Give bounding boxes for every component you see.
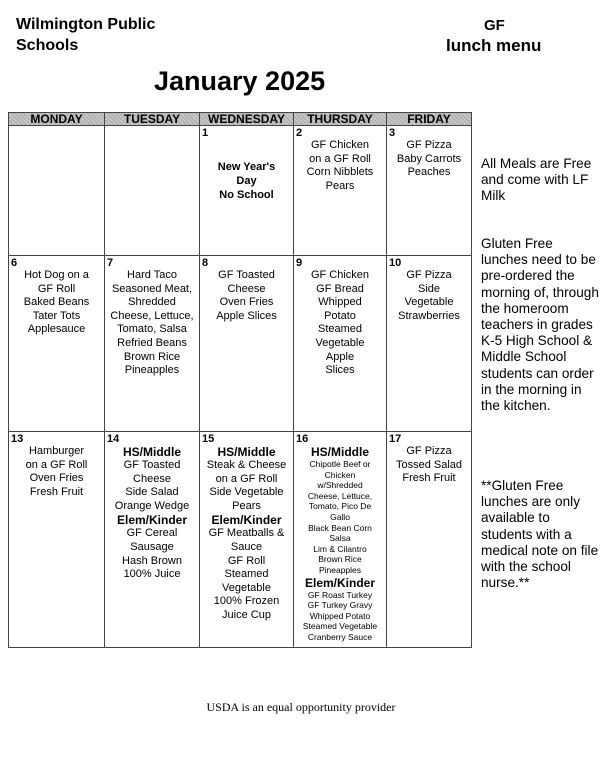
menu-item: Apple bbox=[325, 350, 355, 363]
menu-item: Hamburger bbox=[28, 445, 85, 457]
section-heading-hs: HS/Middle bbox=[217, 445, 276, 459]
menu-item: Shredded bbox=[128, 296, 176, 309]
day-cell-6 bbox=[9, 256, 105, 432]
menu-item: GF Meatballs & bbox=[208, 527, 285, 540]
menu-item: Pineapples bbox=[124, 364, 180, 377]
day-cell-9 bbox=[294, 256, 387, 432]
menu-item: GF Pizza bbox=[406, 139, 452, 151]
menu-item: Cheese bbox=[133, 472, 171, 485]
menu-item: Orange Wedge bbox=[114, 499, 190, 512]
day-cell-16 bbox=[294, 432, 387, 648]
week-row-1 bbox=[9, 126, 472, 256]
sidebar-note-preorder: Gluten Free lunches need to be pre-ordered the morning of, through the homeroom teachers in grades K-5 High School & Middle School students can order in the morning in the kitchen. bbox=[481, 236, 599, 414]
menu-items bbox=[11, 445, 102, 499]
elem-items bbox=[202, 527, 291, 622]
menu-item: Side Vegetable bbox=[209, 486, 284, 499]
day-number: 17 bbox=[389, 433, 402, 445]
day-cell-8 bbox=[200, 256, 294, 432]
school-name: Wilmington Public Schools bbox=[16, 16, 156, 54]
day-cell-1 bbox=[200, 126, 294, 256]
gf-tag: GF bbox=[484, 17, 505, 34]
day-number: 14 bbox=[107, 433, 120, 445]
menu-item: Sauce bbox=[230, 540, 263, 553]
menu-item: Corn Nibblets bbox=[306, 166, 374, 179]
section-heading-hs: HS/Middle bbox=[310, 445, 369, 459]
menu-item: Gallo bbox=[330, 511, 350, 522]
section-heading-elem: Elem/Kinder bbox=[304, 575, 376, 590]
menu-item: Vegetable bbox=[404, 296, 454, 309]
menu-item: Salsa bbox=[329, 533, 351, 544]
menu-item: Applesauce bbox=[27, 323, 86, 336]
day-number: 1 bbox=[202, 127, 209, 139]
menu-items bbox=[296, 269, 384, 378]
day-cell-2 bbox=[294, 126, 387, 256]
menu-item: 100% Frozen bbox=[213, 595, 280, 608]
day-number: 9 bbox=[296, 257, 303, 269]
menu-item: Chicken bbox=[324, 469, 356, 480]
menu-item: Hard Taco bbox=[127, 269, 177, 281]
menu-item: on a GF Roll bbox=[309, 152, 371, 165]
menu-item: Steamed Vegetable bbox=[302, 621, 378, 632]
menu-item: Brown Rice bbox=[123, 350, 181, 363]
month-title: January 2025 bbox=[154, 66, 326, 96]
menu-item: Cheese bbox=[227, 282, 266, 295]
weekday-tuesday: TUESDAY bbox=[105, 113, 200, 126]
menu-item: GF Toasted bbox=[218, 269, 275, 281]
weekday-header-row bbox=[9, 113, 472, 126]
holiday-line: New Year's bbox=[217, 161, 276, 173]
menu-item: GF Toasted bbox=[123, 459, 181, 471]
menu-item: Oven Fries bbox=[29, 472, 84, 485]
day-number: 10 bbox=[389, 257, 402, 269]
menu-items bbox=[11, 269, 102, 337]
sidebar-note-meals: All Meals are Free and come with LF Milk bbox=[481, 156, 592, 204]
menu-item: w/Shredded bbox=[317, 480, 363, 491]
calendar-grid bbox=[8, 112, 472, 648]
section-heading-elem: Elem/Kinder bbox=[116, 513, 188, 528]
menu-item: GF Roast Turkey bbox=[307, 589, 373, 600]
weekday-wednesday: WEDNESDAY bbox=[200, 113, 294, 126]
menu-item: on a GF Roll bbox=[25, 458, 88, 471]
menu-item: Cheese, Lettuce, bbox=[307, 490, 373, 501]
menu-item: GF Pizza bbox=[406, 445, 452, 457]
menu-item: Lim & Cilantro bbox=[313, 543, 367, 554]
menu-item: on a GF Roll bbox=[215, 472, 278, 485]
menu-item: Baby Carrots bbox=[396, 152, 462, 165]
week-row-3 bbox=[9, 432, 472, 648]
section-heading-hs: HS/Middle bbox=[122, 445, 181, 459]
holiday-line: No School bbox=[219, 189, 274, 201]
menu-items bbox=[389, 445, 469, 486]
menu-item: Fresh Fruit bbox=[29, 485, 84, 498]
menu-items bbox=[296, 445, 384, 643]
menu-items bbox=[296, 139, 384, 193]
day-number: 15 bbox=[202, 433, 215, 445]
menu-item: Peaches bbox=[407, 166, 451, 179]
menu-item: Baked Beans bbox=[23, 296, 90, 309]
day-cell-empty bbox=[105, 126, 200, 256]
menu-item: Tater Tots bbox=[32, 309, 81, 322]
hs-items bbox=[296, 459, 384, 576]
menu-items bbox=[202, 445, 291, 623]
menu-item: Cranberry Sauce bbox=[307, 631, 373, 642]
menu-item: GF Roll bbox=[37, 282, 76, 295]
menu-item: Juice Cup bbox=[222, 608, 271, 621]
menu-item: Pineapples bbox=[318, 564, 362, 575]
menu-item: GF Roll bbox=[227, 554, 266, 567]
day-number: 6 bbox=[11, 257, 18, 269]
menu-item: GF Turkey Gravy bbox=[307, 600, 373, 611]
hs-items bbox=[202, 459, 291, 513]
section-heading-elem: Elem/Kinder bbox=[211, 513, 282, 528]
menu-title: lunch menu bbox=[446, 36, 542, 55]
elem-items bbox=[107, 527, 197, 581]
menu-item: Potato bbox=[324, 309, 356, 322]
day-cell-3 bbox=[387, 126, 472, 256]
menu-item: Hash Brown bbox=[122, 554, 182, 567]
holiday-note bbox=[202, 160, 291, 202]
day-cell-7 bbox=[105, 256, 200, 432]
menu-items bbox=[389, 269, 469, 323]
menu-item: Hot Dog on a bbox=[24, 269, 89, 281]
week-row-2 bbox=[9, 256, 472, 432]
menu-item: Tomato, Salsa bbox=[117, 323, 187, 336]
menu-item: GF Chicken bbox=[310, 269, 370, 281]
day-number: 3 bbox=[389, 127, 396, 139]
day-number: 16 bbox=[296, 433, 309, 445]
menu-item: Strawberries bbox=[398, 309, 460, 322]
weekday-monday: MONDAY bbox=[9, 113, 105, 126]
menu-item: Steamed bbox=[317, 323, 363, 336]
weekday-friday: FRIDAY bbox=[387, 113, 472, 126]
menu-item: Fresh Fruit bbox=[402, 472, 456, 485]
menu-item: Chipotle Beef or bbox=[309, 459, 371, 469]
menu-item: Steamed bbox=[224, 568, 269, 581]
menu-items bbox=[202, 269, 291, 323]
menu-item: Slices bbox=[325, 364, 355, 377]
elem-items bbox=[296, 590, 384, 643]
menu-item: Tomato, Pico De bbox=[308, 501, 372, 512]
menu-item: Pears bbox=[232, 499, 261, 512]
menu-item: Side bbox=[417, 282, 441, 295]
menu-item: Vegetable bbox=[222, 581, 271, 594]
menu-item: Whipped bbox=[318, 296, 362, 309]
menu-items bbox=[107, 445, 197, 582]
menu-item: Cheese, Lettuce, bbox=[110, 309, 194, 322]
menu-item: GF Chicken bbox=[310, 139, 370, 151]
menu-item: Vegetable bbox=[315, 336, 365, 349]
weekday-thursday: THURSDAY bbox=[294, 113, 387, 126]
day-cell-empty bbox=[9, 126, 105, 256]
day-number: 2 bbox=[296, 127, 303, 139]
menu-item: Side Salad bbox=[125, 486, 179, 499]
menu-item: GF Bread bbox=[316, 282, 364, 295]
menu-item: GF Cereal bbox=[126, 527, 178, 540]
usda-footer: USDA is an equal opportunity provider bbox=[206, 700, 396, 714]
holiday-line: Day bbox=[236, 175, 257, 187]
day-cell-17 bbox=[387, 432, 472, 648]
menu-items bbox=[107, 269, 197, 378]
menu-item: Seasoned Meat, bbox=[111, 282, 193, 295]
day-cell-13 bbox=[9, 432, 105, 648]
menu-item: Brown Rice bbox=[318, 554, 362, 565]
menu-item: Whipped Potato bbox=[309, 610, 371, 621]
day-number: 13 bbox=[11, 433, 24, 445]
menu-item: GF Pizza bbox=[406, 269, 452, 281]
day-cell-15 bbox=[200, 432, 294, 648]
sidebar-note-medical: **Gluten Free lunches are only available to students with a medical note on file with the school nurse.** bbox=[481, 478, 599, 591]
menu-item: Oven Fries bbox=[219, 296, 274, 309]
day-cell-14 bbox=[105, 432, 200, 648]
menu-item: Tossed Salad bbox=[395, 458, 463, 471]
menu-item: Black Bean Corn bbox=[308, 522, 372, 533]
menu-item: Apple Slices bbox=[216, 309, 277, 322]
menu-item: Sausage bbox=[130, 540, 174, 553]
menu-item: 100% Juice bbox=[123, 568, 181, 581]
day-number: 8 bbox=[202, 257, 209, 269]
menu-item: Steak & Cheese bbox=[206, 459, 287, 471]
day-number: 7 bbox=[107, 257, 114, 269]
menu-item: Refried Beans bbox=[117, 336, 187, 349]
menu-item: Pears bbox=[325, 179, 355, 192]
day-cell-10 bbox=[387, 256, 472, 432]
menu-items bbox=[389, 139, 469, 180]
hs-items bbox=[107, 459, 197, 513]
